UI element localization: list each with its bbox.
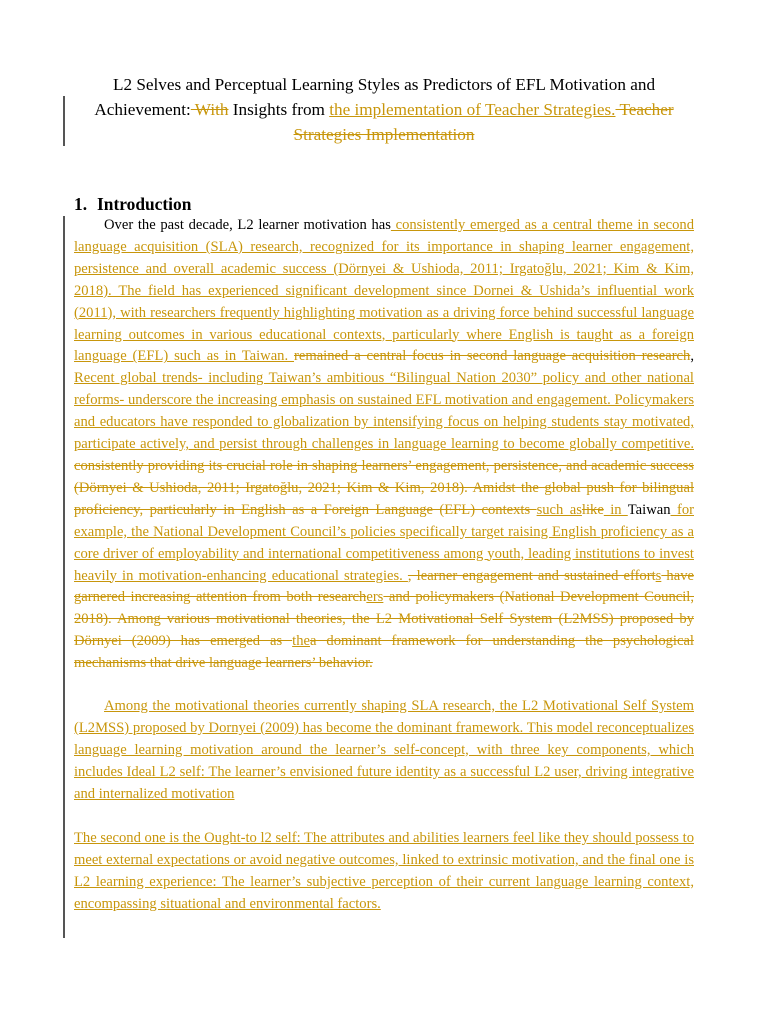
section-heading bbox=[74, 192, 191, 216]
deleted-text: With bbox=[190, 100, 229, 119]
deleted-text: a dominant framework for understanding the psychological mechanisms that drive language learners’ behavior. bbox=[74, 633, 694, 672]
inserted-text: s bbox=[655, 567, 662, 584]
text-run: Insights from bbox=[228, 100, 330, 119]
change-bar-title bbox=[63, 96, 65, 146]
paragraph-3 bbox=[74, 828, 694, 916]
paragraph-1 bbox=[74, 215, 694, 675]
inserted-text: ers bbox=[366, 589, 384, 606]
paragraph-2 bbox=[74, 696, 694, 806]
inserted-text: the implementation of Teacher Strategies. bbox=[329, 100, 616, 119]
inserted-text: consistently emerged as a central theme in second language acquisition (SLA) research, recognized for its importance in shaping learner engagement, persistence and overall academic success (Dörnyei & Ushioda, 2011; Irgatoğlu, 2021; Kim & Kim, 2018). The field has experienced significant development since Dornei & Ushida’s influential work (2011), with researchers frequently highlighting motivation as a driving force behind successful language learning outcomes in various educational contexts, particularly where English is taught as a foreign language (EFL) such as in Taiwan. bbox=[74, 217, 694, 365]
deleted-text: and policymakers (National Development Council, 2018). Among various motivational theories, the L2 Motivational Self System (L2MSS) proposed by Dörnyei (2009) has emerged as bbox=[74, 589, 694, 650]
deleted-text: consistently providing its crucial role in shaping learners’ engagement, persistence, and academic success (Dörnyei & Ushioda, 2011; Irgatoğlu, 2021; Kim & Kim, 2018). Amidst the global push for bilingual proficiency, particularly in English as a Foreign Language (EFL) contexts bbox=[74, 457, 694, 518]
text-run: Over the past decade, L2 learner motivation has bbox=[104, 217, 391, 233]
inserted-text: the bbox=[292, 633, 310, 650]
inserted-text: such as bbox=[536, 501, 582, 518]
deleted-text: , learner engagement and sustained effort bbox=[407, 567, 656, 584]
deleted-text: have garnered increasing attention from both research bbox=[74, 567, 694, 606]
section-title: Introduction bbox=[97, 194, 192, 214]
deleted-text: remained a central focus in second language acquisition research bbox=[294, 348, 691, 365]
inserted-text: in bbox=[603, 501, 628, 518]
text-run: L2 Selves and Perceptual Learning Styles as Predictors of EFL Motivation and Achievement: bbox=[94, 75, 656, 119]
text-run: Taiwan bbox=[627, 501, 671, 518]
section-number: 1. bbox=[74, 194, 88, 214]
text-run: , bbox=[690, 348, 694, 365]
change-bar-body bbox=[63, 216, 65, 938]
deleted-text: like bbox=[581, 501, 604, 518]
inserted-text: The second one is the Ought-to l2 self: The attributes and abilities learners feel like they should possess to meet external expectations or avoid negative outcomes, linked to extrinsic motivation, and the final one is L2 learning experience: The learner’s subjective perception of their current language learning context, encompassing situational and environmental factors. bbox=[74, 830, 694, 912]
inserted-text: Among the motivational theories currently shaping SLA research, the L2 Motivational Self System (L2MSS) proposed by Dornyei (2009) has become the dominant framework. This model reconceptualizes language learning motivation around the learner’s self-concept, with three key components, which includes Ideal L2 self: The learner’s envisioned future identity as a successful L2 user, driving integrative and internalized motivation bbox=[74, 698, 694, 802]
document-title bbox=[74, 72, 694, 147]
inserted-text: Recent global trends- including Taiwan’s ambitious “Bilingual Nation 2030” policy and other national reforms- underscore the increasing emphasis on sustained EFL motivation and engagement. Policymakers and educators have responded to globalization by intensifying focus on helping students stay motivated, participate actively, and persist through challenges in language learning to become globally competitive. bbox=[74, 370, 694, 453]
inserted-text: for example, the National Development Council’s policies specifically target raising English proficiency as a core driver of employability and international competitiveness among youth, leading institutions to invest heavily in motivation-enhancing educational strategies. bbox=[74, 501, 694, 584]
deleted-text: Teacher Strategies Implementation bbox=[293, 100, 674, 144]
